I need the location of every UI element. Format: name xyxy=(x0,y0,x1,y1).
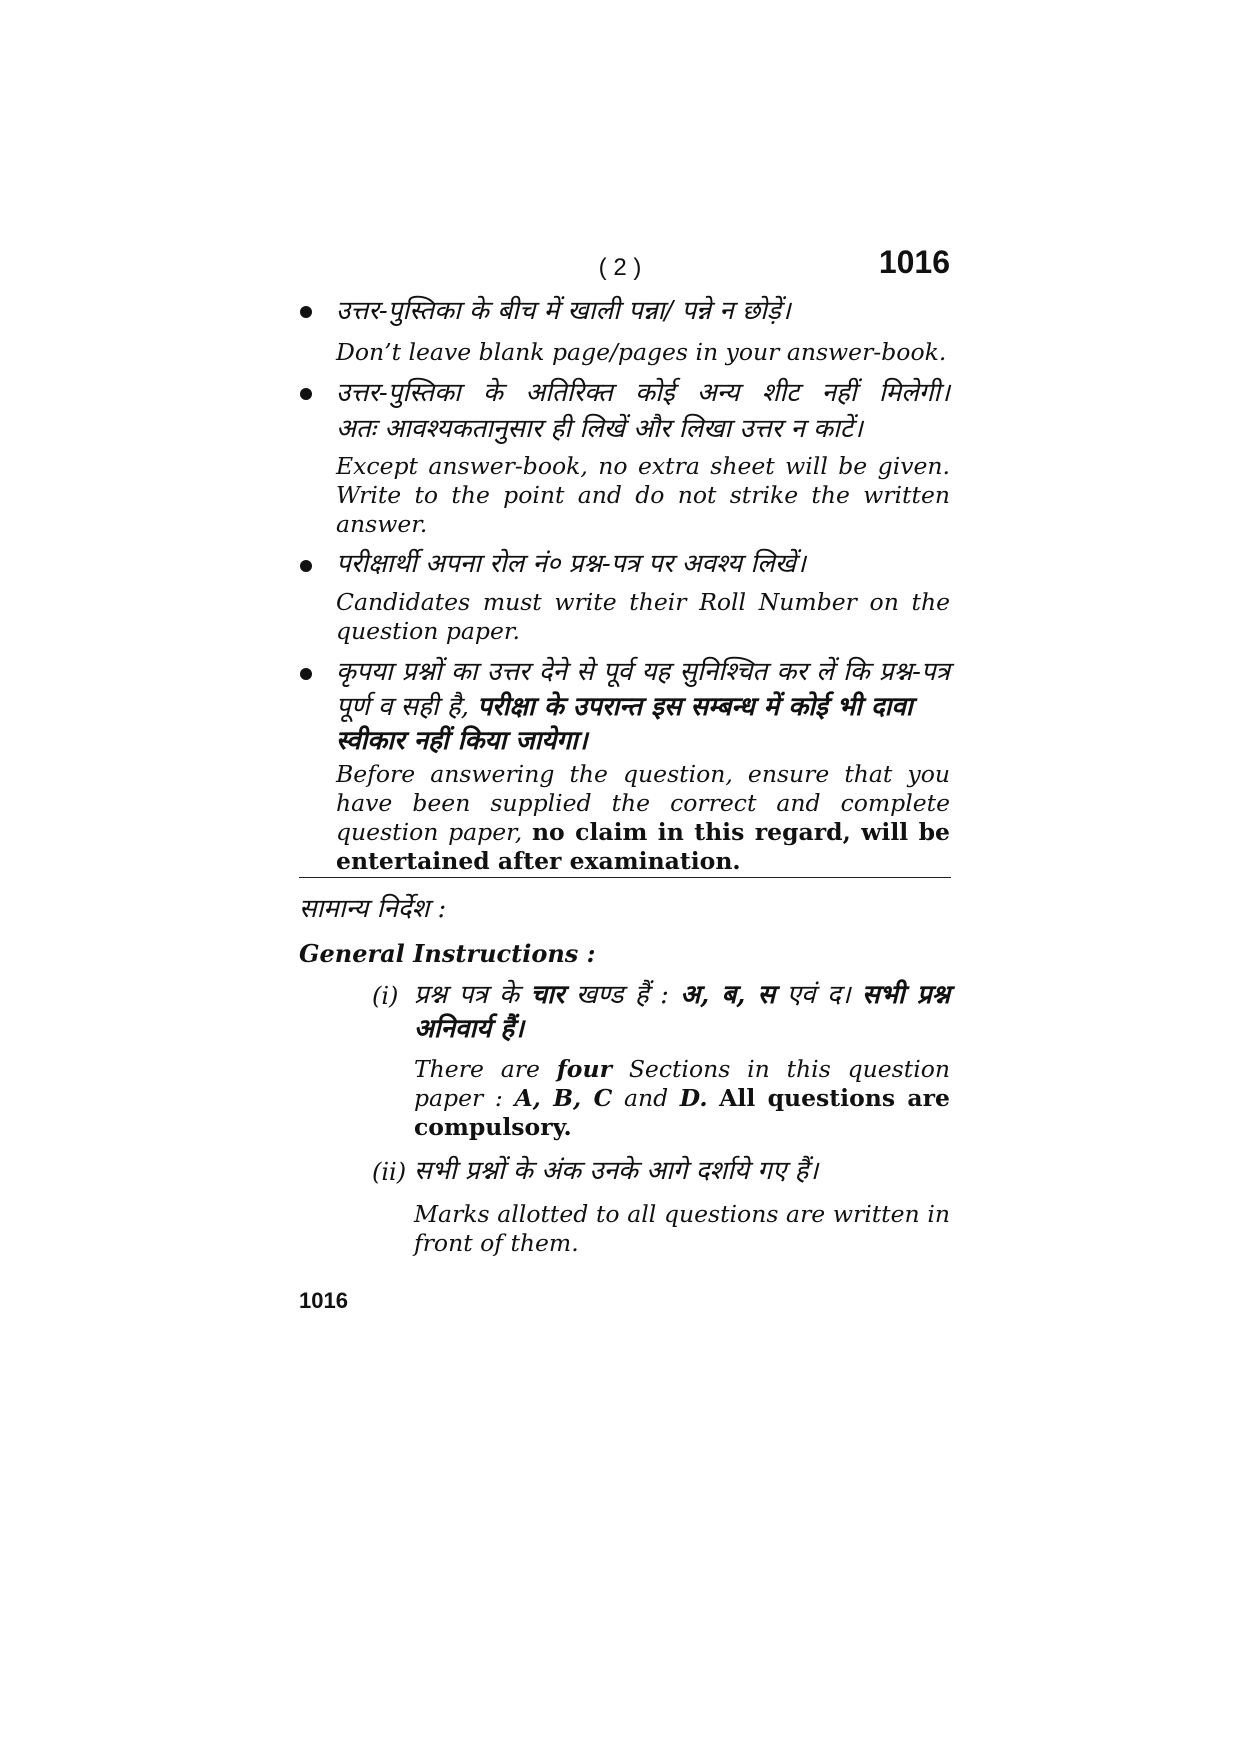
instruction-4-hindi-rest xyxy=(336,690,950,758)
bullet-icon xyxy=(300,388,312,400)
general-heading-hindi: सामान्य निर्देश : xyxy=(299,894,447,924)
paper-code: 1016 xyxy=(878,244,950,280)
instruction-4-hindi-line1: कृपया प्रश्नों का उत्तर देने से पूर्व यह सुनिश्चित कर लें कि प्रश्न-पत्र xyxy=(336,657,950,687)
instruction-3-hindi: परीक्षार्थी अपना रोल नं० प्रश्न-पत्र पर अवश्य लिखें। xyxy=(336,549,806,579)
instruction-2-english: Except answer-book, no extra sheet will be given. Write to the point and do not strike the written answer. xyxy=(336,452,950,538)
bullet-icon xyxy=(300,306,312,318)
item-ii-english: Marks allotted to all questions are written in front of them. xyxy=(414,1200,950,1257)
instruction-4-hindi-bold: परीक्षा के उपरान्त इस सम्बन्ध में कोई भी दावा स्वीकार नहीं किया जायेगा। xyxy=(336,692,913,756)
bullet-icon xyxy=(300,668,312,680)
instruction-3-english: Candidates must write their Roll Number on the question paper. xyxy=(336,588,950,645)
item-i-english: There are four Sections in this question paper : A, B, C and D. All questions are compulsory. xyxy=(414,1055,950,1141)
page-number: ( 2 ) xyxy=(598,254,642,281)
instruction-1-hindi: उत्तर-पुस्तिका के बीच में खाली पन्ना/ पन्ने न छोड़ें। xyxy=(336,296,791,326)
instruction-4-hindi-plain: पूर्ण व सही है, xyxy=(336,692,470,722)
section-divider xyxy=(299,877,951,878)
instruction-4-english-bold: no claim in this regard, will be entertained after examination. xyxy=(336,818,950,875)
instruction-1-english: Don’t leave blank page/pages in your answer-book. xyxy=(336,338,947,366)
instruction-4-english xyxy=(336,760,950,876)
instruction-4-english-plain: Before answering the question, ensure that you have been supplied the correct and complete question paper, xyxy=(336,760,950,846)
item-ii-number: (ii) xyxy=(372,1158,407,1186)
instruction-2-hindi-line2: अतः आवश्यकतानुसार ही लिखें और लिखा उत्तर न काटें। xyxy=(336,414,863,444)
bullet-icon xyxy=(300,560,312,572)
general-heading-english: General Instructions : xyxy=(299,939,596,968)
item-i-number: (i) xyxy=(372,982,399,1010)
instruction-2-hindi-line1: उत्तर-पुस्तिका के अतिरिक्त कोई अन्य शीट नहीं मिलेगी। xyxy=(336,378,950,408)
footer-paper-code: 1016 xyxy=(299,1288,348,1313)
item-i-hindi: प्रश्न पत्र के चार खण्ड हैं : अ, ब, स एवं द। सभी प्रश्न अनिवार्य हैं। xyxy=(414,980,951,1044)
item-ii-hindi: सभी प्रश्नों के अंक उनके आगे दर्शाये गए हैं। xyxy=(414,1156,819,1186)
